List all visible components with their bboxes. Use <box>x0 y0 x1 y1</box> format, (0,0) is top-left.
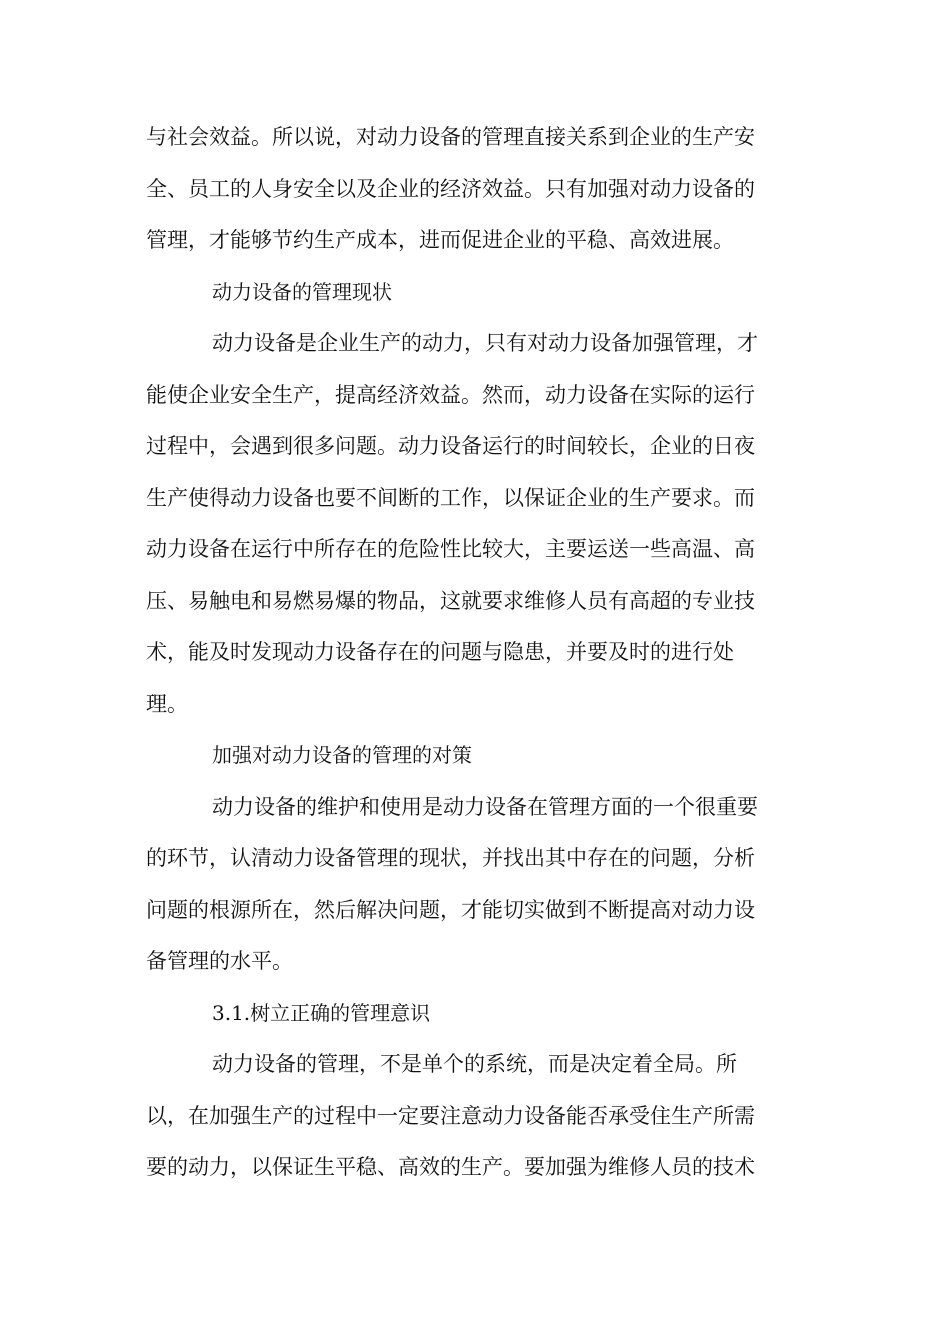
text-line-2: 全、员工的人身安全以及企业的经济效益。只有加强对动力设备的 <box>146 176 755 201</box>
text-line-14: 动力设备的维护和使用是动力设备在管理方面的一个很重要 <box>212 794 758 819</box>
text-line-11: 术，能及时发现动力设备存在的问题与隐患，并要及时的进行处 <box>146 640 734 664</box>
text-line-19: 动力设备的管理，不是单个的系统，而是决定着全局。所 <box>212 1052 737 1076</box>
text-line-16: 问题的根源所在，然后解决问题，才能切实做到不断提高对动力设 <box>146 897 755 922</box>
text-line-15: 的环节，认清动力设备管理的现状，并找出其中存在的问题，分析 <box>146 846 755 870</box>
section-heading-countermeasures: 加强对动力设备的管理的对策 <box>212 743 472 767</box>
text-line-5: 动力设备是企业生产的动力，只有对动力设备加强管理，才 <box>212 331 758 355</box>
text-line-6: 能使企业安全生产，提高经济效益。然而，动力设备在实际的运行 <box>146 382 755 407</box>
text-line-1: 与社会效益。所以说，对动力设备的管理直接关系到企业的生产安 <box>146 125 755 149</box>
text-line-17: 备管理的水平。 <box>146 949 293 973</box>
text-line-10: 压、易触电和易燃易爆的物品，这就要求维修人员有高超的专业技 <box>146 588 755 613</box>
text-line-20: 以，在加强生产的过程中一定要注意动力设备能否承受住生产所需 <box>146 1103 755 1128</box>
text-line-9: 动力设备在运行中所存在的危险性比较大，主要运送一些高温、高 <box>146 537 755 561</box>
text-line-7: 过程中，会遇到很多问题。动力设备运行的时间较长，企业的日夜 <box>146 434 755 458</box>
text-line-12: 理。 <box>146 691 188 716</box>
text-line-8: 生产使得动力设备也要不间断的工作，以保证企业的生产要求。而 <box>146 485 755 510</box>
subsection-heading-3-1: 3.1.树立正确的管理意识 <box>212 1000 431 1025</box>
document-page <box>146 112 801 1194</box>
text-line-3: 管理，才能够节约生产成本，进而促进企业的平稳、高效进展。 <box>146 228 734 252</box>
text-line-21: 要的动力，以保证生平稳、高效的生产。要加强为维修人员的技术 <box>146 1155 755 1179</box>
section-heading-status: 动力设备的管理现状 <box>212 279 392 304</box>
